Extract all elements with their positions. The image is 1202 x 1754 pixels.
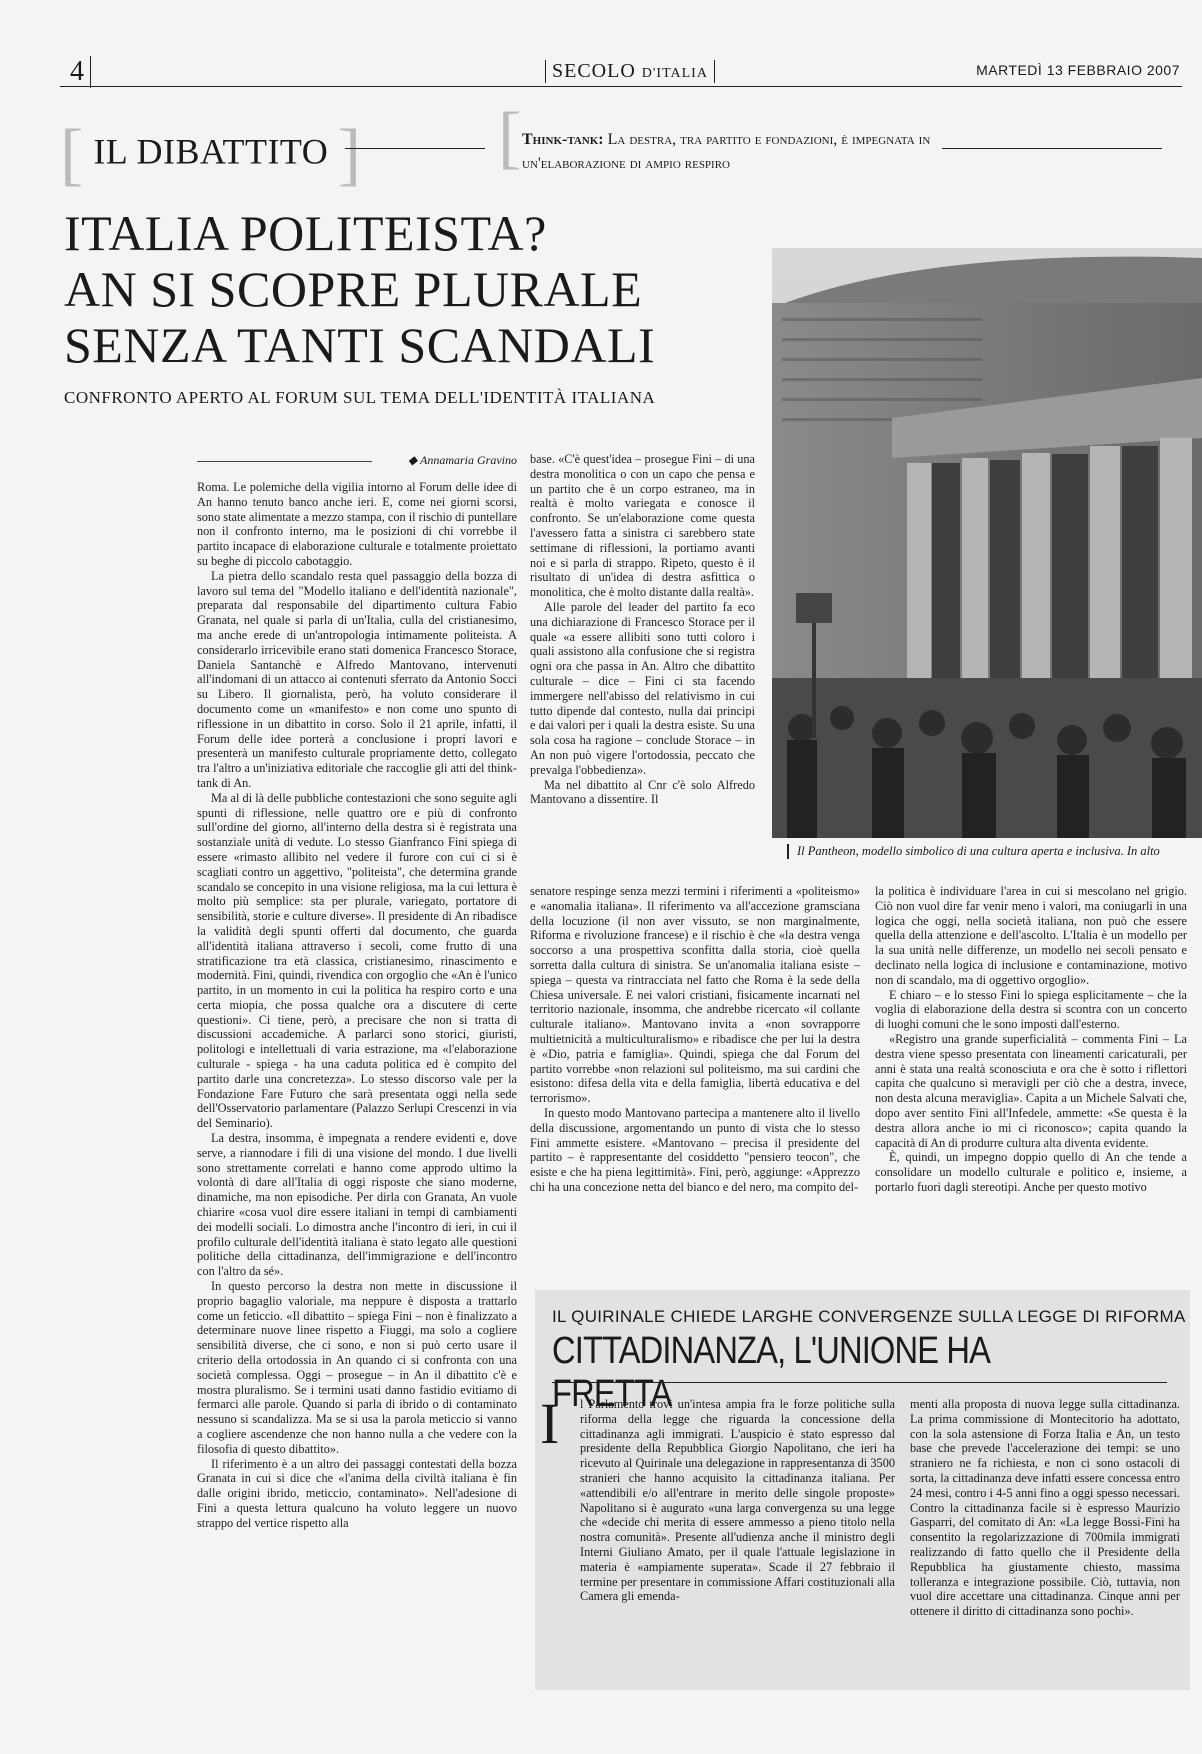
- paragraph: In questo modo Mantovano partecipa a mantenere alto il livello della discussione, argomentando un punto di vista che lo stesso Fini ammette esistere. «Mantovano – precisa il presidente del partito – è rappresentante del cosiddetto "pensiero teocon", che esiste e che ha piena legittimità». Fini, però, aggiunge: «Apprezzo chi ha una concezione netta del bianco e del nero, ma compito del-: [530, 1105, 860, 1194]
- article-column-2: [530, 452, 755, 807]
- paragraph: Il riferimento è a un altro dei passaggi contestati della bozza Granata in cui si dice che «l'anima della civiltà italiana è fin dalle origini ibrido, meticcio, contaminato». Nell'adesione di Fini a questa lettura qualcuno ha voluto leggere un nuovo strappo del vertice rispetto alla: [197, 1456, 517, 1530]
- pantheon-image: [772, 248, 1202, 838]
- newspaper-name-main: SECOLO: [552, 60, 636, 82]
- box-title: CITTADINANZA, L'UNIONE HA FRETTA: [552, 1330, 989, 1415]
- think-bracket-icon: [: [498, 99, 522, 176]
- think-tank-kicker: [522, 128, 942, 176]
- article-column-4: [875, 884, 1187, 1195]
- section-kicker: [60, 116, 362, 193]
- paragraph: la politica è individuare l'area in cui si mescolano nel grigio. Ciò non vuol dire far venir meno i valori, ma coniugarli in una logica che oggi, nella società italiana, non può che essere quella della attenzione e dell'ascolto. L'Italia è un modello per la sua unità nelle differenze, un modello nei secoli pensato e declinato nella logica di inclusione e contaminazione, motivo non di scandalo, ma di oggettivo orgoglio».: [875, 884, 1187, 987]
- paragraph: E chiaro – e lo stesso Fini lo spiega esplicitamente – che la voglia di elaborazione della destra si scontra con un concerto di luoghi comuni che le sono imposti dall'esterno.: [875, 987, 1187, 1032]
- paragraph: Roma. Le polemiche della vigilia intorno al Forum delle idee di An hanno tenuto banco anche ieri. E, come nei giorni scorsi, sono state alimentate a mezzo stampa, con il rischio di puntellare non il confronto interno, ma le posizioni di chi vorrebbe il partito incapace di elaborazione culturale e totalmente proiettato su beghe di piccolo cabotaggio.: [197, 480, 517, 568]
- bracket-right-icon: ]: [337, 116, 362, 193]
- headline-line-2: AN SI SCOPRE PLURALE: [64, 261, 643, 317]
- article-column-1: [197, 480, 517, 1531]
- subheadline: CONFRONTO APERTO AL FORUM SUL TEMA DELL'IDENTITÀ ITALIANA: [64, 388, 656, 407]
- paragraph: base. «C'è quest'idea – prosegue Fini – di una destra monolitica o con un capo che pensa e un partito che è un corpo estraneo, ma in realtà è molto variegata e conosce il confronto. Se un'elaborazione come questa l'avessero fatta a sinistra ci sarebbero state settimane di riflessioni, la portiamo avanti noi e si parla di strappo. Ripeto, questo è il risultato di un'idea di destra asfittica o monolitica, che è molto distante dalla realtà».: [530, 452, 755, 600]
- box-divider: [552, 1382, 1167, 1383]
- paragraph: «Registro una grande superficialità – commenta Fini – La destra viene spesso presentata con lineamenti caricaturali, per anni è stata una realtà sconosciuta e ora che è sotto i riflettori capita che qualcuno si meravigli per ciò che a destra, invece, non desta alcuna meraviglia». Capita a un Michele Salvati che, dopo aver sentito Fini all'Infedele, ammette: «Se questa è la destra allora anche io mi ci riconosco»; capita quando la capacità di An di produrre cultura alta diventa evidente.: [875, 1031, 1187, 1150]
- paragraph: Alle parole del leader del partito fa eco una dichiarazione di Francesco Storace per il quale «a essere allibiti sono tutti coloro i quali assistono alla confusione che si registra ogni ora che passa in An. Altro che dibattito culturale – dice – Fini ci sta facendo immergere nell'abisso del relativismo in cui tutto dipende dal contesto, nulla dai principi e dai valori per i quali la destra esiste. Su una sola cosa ha ragione – conclude Storace – in An non può vigere l'ortodossia, peccato che prevalga l'obbedienza».: [530, 599, 755, 777]
- section-divider: [345, 148, 485, 149]
- page-header: [60, 52, 1182, 87]
- paragraph: Ma nel dibattito al Cnr c'è solo Alfredo Mantovano a dissentire. Il: [530, 777, 755, 807]
- paragraph: La pietra dello scandalo resta quel passaggio della bozza di lavoro sul tema del "Modello italiano e dell'identità nazionale", preparata dal responsabile del dipartimento cultura Fabio Granata, nel quale si parla di un'Italia, culla del cristianesimo, ma anche erede di un'antropologia intimamente politeista. A considerarlo irricevibile erano stati domenica Francesco Storace, Daniela Santanchè e Alfredo Mantovano, intervenuti all'indomani di un attacco ai contenuti sferrato da Antonio Socci su Libero. Il giornalista, però, ha voluto considerare il documento come un «manifesto» e non come uno spunto di riflessione in un dibattito in corso. Solo il 21 aprile, infatti, il Forum delle idee porterà a conclusione i propri lavori e presenterà un manifesto culturale propriamente detto, collegato tra l'altro a un'iniziativa editoriale che raccoglie gli atti del think-tank di An.: [197, 568, 517, 790]
- paragraph: In questo percorso la destra non mette in discussione il proprio bagaglio valoriale, ma neppure è disposta a trattarlo come un feticcio. «Il dibattito – spiega Fini – non è finalizzato a determinare nuove linee rispetto a Fiuggi, ma solo a cogliere sensibilità diverse, che ci sono, e non si può certo usare il criterio della ortodossia in An quando ci si confronta con una società complessa. Oggi – prosegue – in An il dibattito c'è e mostra pluralismo. Se i termini usati danno fastidio evitiamo di fermarci alle parole. Quando si parla di ibrido o di contaminato nessuno si scandalizza. Ma se si usa la parola meticcio si vanno a cogliere ascendenze che non hanno nulla a che vedere con la filosofia di questo dibattito».: [197, 1279, 517, 1456]
- box-text-1: l Parlamento trovi un'intesa ampia fra le forze politiche sulla riforma della legge che riguarda la concessione della cittadinanza agli immigrati. L'auspicio è stato espresso dal presidente della Repubblica Giorgio Napolitano, che ieri ha ricevuto al Quirinale una delegazione in rappresentanza di 3500 stranieri che hanno acquisito la cittadinanza italiana. Per «attendibili e/o all'entrare in merito delle singole proposte» Napolitano si è augurato «una larga convergenza su una legge che «decide chi merita di essere ammesso a pieno titolo nella nostra comunità». Presente all'udienza anche il ministro degli Interni Giuliano Amato, per il quale l'attuale legislazione in materia è «ampiamente superata». Scade il 27 febbraio il termine per presentare in commissione Affari costituzionali alla Camera gli emenda-: [580, 1397, 895, 1604]
- think-text: La destra, tra partito e fondazioni, è impegnata in un'elaborazione di ampio respiro: [522, 131, 931, 172]
- photo-caption: Il Pantheon, modello simbolico di una cultura aperta e inclusiva. In alto: [787, 844, 1202, 859]
- bracket-left-icon: [: [60, 116, 84, 193]
- pantheon-photo: [772, 248, 1202, 838]
- box-kicker: IL QUIRINALE CHIEDE LARGHE CONVERGENZE SULLA LEGGE DI RIFORMA: [552, 1307, 1186, 1326]
- newspaper-name-small: D'ITALIA: [641, 66, 708, 81]
- paragraph: senatore respinge senza mezzi termini i riferimenti a «politeismo» e «anomalia italiana». Il riferimento va all'accezione gramsciana della locuzione (il non aver vissuto, se non marginalmente, Riforma e rivoluzione francese) e il rischio è che «la destra venga soccorso a una prospettiva sconfitta dalla storia, cioè quella sorretta dalla cultura di sinistra. Se un'anomalia italiana esiste – spiega – questa va rintracciata nel fatto che Roma è la sede della Chiesa universale. E nei valori cristiani, fisicamente incarnati nel territorio nazionale, insomma, che andrebbe ricercato «il collante culturale italiano». Mantovano invita a «non sovrapporre multietnicità a multiculturalismo» e ribadisce che per lui la destra è «Dio, patria e famiglia». Quindi, spiega che dal Forum del partito vorrebbe «non relazioni sul politeismo, ma sui cardini che esistono: difesa della vita e della famiglia, libertà educativa e del terrorismo».: [530, 884, 860, 1106]
- headline: [64, 205, 764, 373]
- think-label: Think-tank:: [522, 131, 604, 148]
- drop-cap: I: [540, 1391, 560, 1456]
- paragraph: È, quindi, un impegno doppio quello di An che tende a consolidare un modello culturale e politico e, insieme, a portarlo fuori dagli stereotipi. Anche per questo motivo: [875, 1150, 1187, 1194]
- box-column-1: [540, 1391, 895, 1604]
- think-divider: [942, 148, 1162, 149]
- article-column-3: [530, 884, 860, 1195]
- page-number: 4: [70, 56, 91, 88]
- issue-date: MARTEDÌ 13 FEBBRAIO 2007: [976, 62, 1180, 78]
- paragraph: Ma al di là delle pubbliche contestazioni che sono seguite agli spunti di riflessione, nelle quattro ore e più di confronto sull'ordine del giorno, all'interno della destra si è registrata una sostanziale unità di vedute. Lo stesso Gianfranco Fini spiega di essere «rimasto allibito nel vedere il furore con cui ci si è scagliati contro un aggettivo, "politeista", che determina grande scandalo se concepito in una visione religiosa, ma la cui lettura è molto più semplice: sta per plurale, variegato, portatore di sensibilità, storie e culture diverse». Il presidente di An ribadisce la validità degli spunti offerti dal documento, che guarda all'identità italiana attraverso i secoli, come frutto di una stratificazione tra età classica, cristianesimo, rinascimento e modernità. Fini, quindi, rivendica con orgoglio che «An è l'unico partito, in un momento in cui la politica ha respiro corto e una certa miopia, che possa qualche ora a discutere di certe questioni». Ci tiene, però, a precisare che non si tratta di discussioni accademiche. A parlarci sono storici, giuristi, politologi e intellettuali di varia estrazione, ma «l'elaborazione culturale - spiega - ha una caduta politica ed è compito del partito darle una concretezza». Lo stesso discorso vale per la Fondazione Fare Futuro che sarà presentata oggi nella sede dell'Osservatorio parlamentare (Palazzo Serlupi Crescenzi in via del Seminario).: [197, 790, 517, 1131]
- paragraph: La destra, insomma, è impegnata a rendere evidenti e, dove serve, a riannodare i fili di una visione del mondo. I due livelli sono strettamente correlati e hanno come approdo ultimo la volontà di dare all'Italia di oggi risposte che siano moderne, dinamiche, ma non episodiche. Per dirla con Granata, An vuole chiarire «cosa vuol dire essere italiani in tempi di cambiamenti dei modelli sociali. Lo dimostra anche l'incontro di ieri, in cui il profilo culturale dell'identità italiana è stato legato alle questioni politiche della cittadinanza, dell'immigrazione e dell'incontro con l'altro da sé».: [197, 1131, 517, 1279]
- byline: ◆ Annamaria Gravino: [197, 453, 517, 468]
- headline-line-3: SENZA TANTI SCANDALI: [64, 317, 656, 373]
- headline-line-1: ITALIA POLITEISTA?: [64, 205, 547, 261]
- box-column-2: menti alla proposta di nuova legge sulla cittadinanza. La prima commissione di Montecitorio ha adottato, con la sola astensione di Forza Italia e An, un testo base che prevede l'accelerazione dei tempi: se uno straniero ne fa richiesta, e non ci sono ostacoli di sorta, la cittadinanza deve infatti essere concessa entro 24 mesi, contro i 4-5 anni fino a oggi spesso necessari. Contro la cittadinanza facile si è espresso Maurizio Gasparri, del comitato di An: «La legge Bossi-Fini ha consentito la regolarizzazione di 700mila immigrati realizzando di fatto quello che il Presidente della Repubblica ha giustamente chiesto, massima tolleranza e integrazione possibile. Ciò, tuttavia, non vuol dire accettare una cittadinanza. Cinque anni per ottenere il diritto di cittadinanza sono pochi».: [910, 1397, 1180, 1619]
- newspaper-name: [545, 60, 715, 83]
- section-label: IL DIBATTITO: [93, 131, 329, 172]
